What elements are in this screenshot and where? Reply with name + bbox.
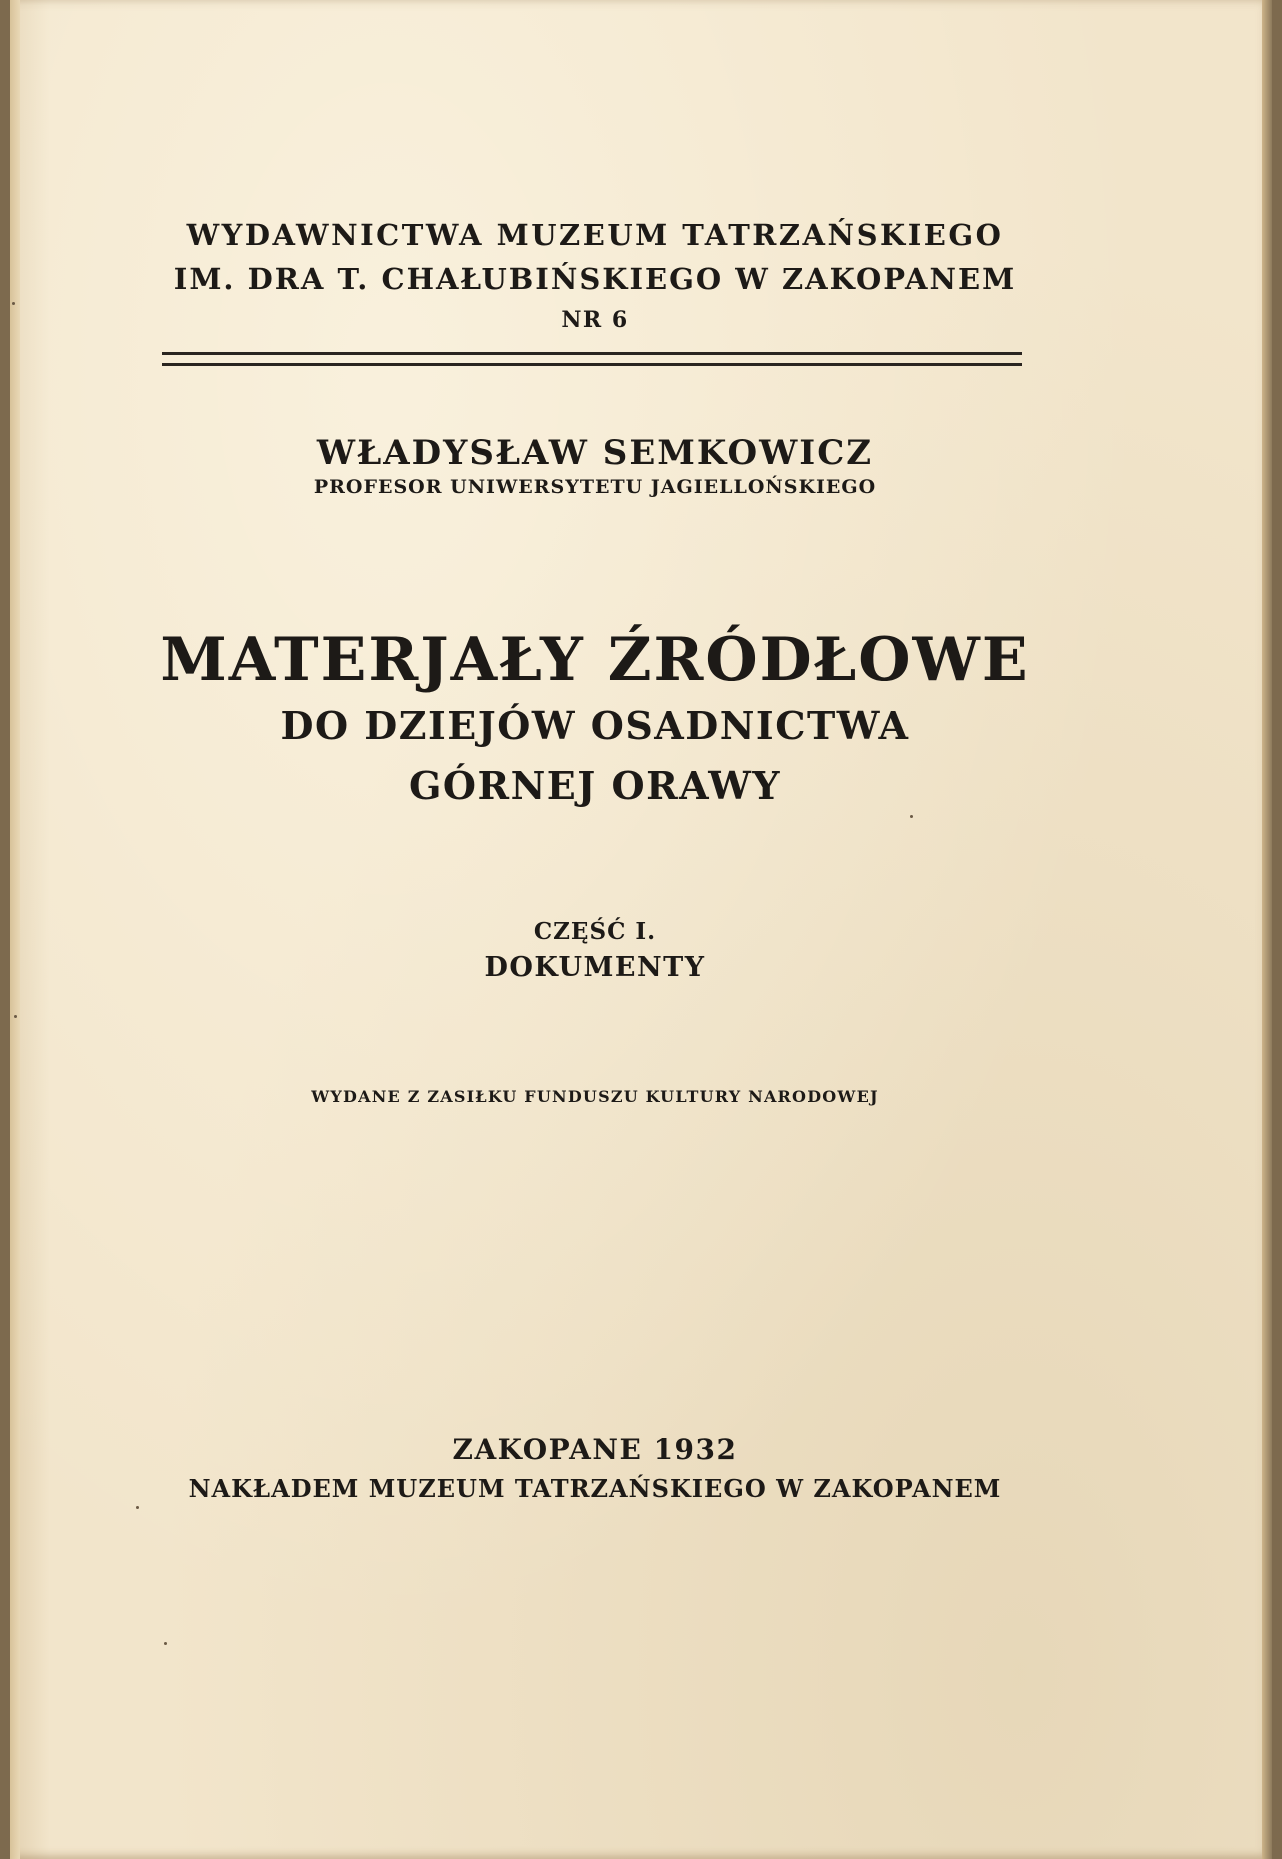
double-rule-bottom <box>162 363 1022 366</box>
paper-speck <box>910 815 913 818</box>
funding-note: WYDANE Z ZASIŁKU FUNDUSZU KULTURY NARODOWEJ <box>311 1087 879 1106</box>
author-name: WŁADYSŁAW SEMKOWICZ <box>316 433 874 473</box>
double-rule-top <box>162 352 1022 355</box>
book-subtitle-line-1: DO DZIEJÓW OSADNICTWA <box>280 703 910 748</box>
book-subtitle-line-2: GÓRNEJ ORAWY <box>408 763 782 808</box>
imprint-place-year: ZAKOPANE 1932 <box>452 1433 738 1466</box>
series-title-line-2: IM. DRA T. CHAŁUBIŃSKIEGO W ZAKOPANEM <box>173 262 1017 296</box>
imprint-publisher: NAKŁADEM MUZEUM TATRZAŃSKIEGO W ZAKOPANEM <box>188 1474 1002 1503</box>
series-number: NR 6 <box>561 307 629 333</box>
author-affiliation: PROFESOR UNIWERSYTETU JAGIELLOŃSKIEGO <box>313 476 877 498</box>
part-number: CZĘŚĆ I. <box>533 918 657 945</box>
series-title-line-1: WYDAWNICTWA MUZEUM TATRZAŃSKIEGO <box>186 218 1004 252</box>
page-right-edge <box>1262 0 1272 1859</box>
book-title: MATERJAŁY ŹRÓDŁOWE <box>160 625 1030 695</box>
paper-speck <box>164 1642 167 1645</box>
title-page <box>10 0 1272 1859</box>
paper-speck <box>12 302 15 305</box>
paper-speck <box>14 1015 17 1018</box>
part-title: DOKUMENTY <box>484 952 706 983</box>
paper-speck <box>136 1506 139 1509</box>
